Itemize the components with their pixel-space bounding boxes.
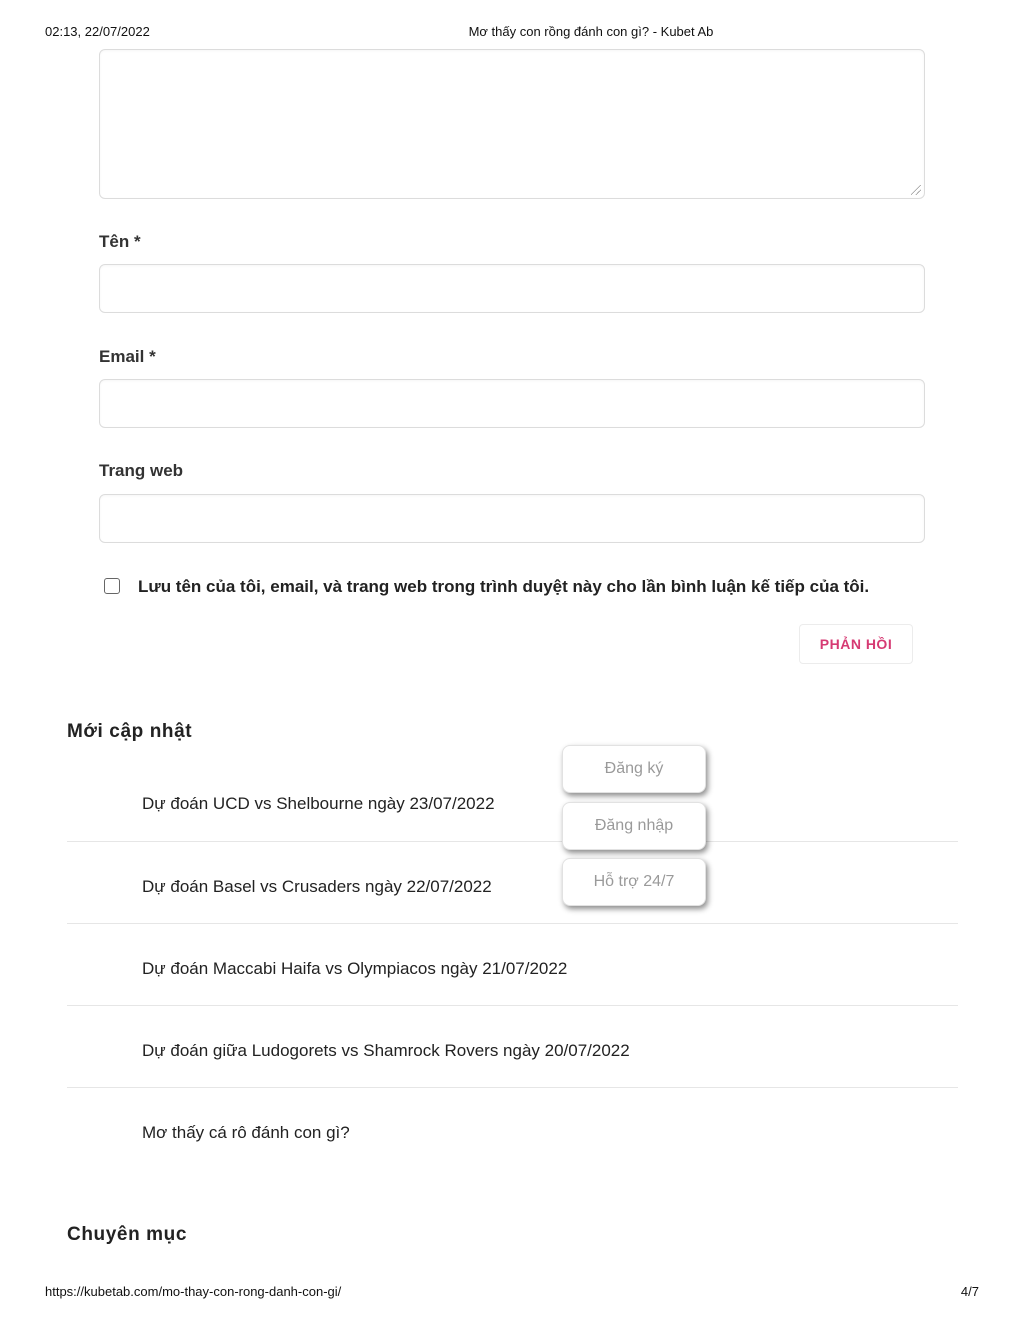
name-input[interactable] (99, 264, 925, 313)
website-input[interactable] (99, 494, 925, 543)
list-item (67, 842, 958, 924)
recent-post-link[interactable]: Dự đoán Basel vs Crusaders ngày 22/07/2022 (142, 877, 492, 896)
email-input[interactable] (99, 379, 925, 428)
register-button[interactable]: Đăng ký (562, 745, 706, 793)
consent-label[interactable]: Lưu tên của tôi, email, và trang web trong trình duyệt này cho lần bình luận kế tiếp của tôi. (138, 577, 870, 596)
recent-posts-title: Mới cập nhật (67, 721, 193, 742)
categories-title: Chuyên mục (67, 1224, 188, 1245)
recent-posts-list (67, 760, 958, 1170)
consent-checkbox[interactable] (104, 578, 120, 594)
support-button[interactable]: Hỗ trợ 24/7 (562, 858, 706, 906)
print-page-number: 4/7 (960, 1284, 979, 1299)
recent-post-link[interactable]: Mơ thấy cá rô đánh con gì? (142, 1123, 350, 1142)
recent-post-link[interactable]: Dự đoán Maccabi Haifa vs Olympiacos ngày 21/07/2022 (142, 959, 568, 978)
list-item (67, 1088, 958, 1170)
submit-reply-button[interactable]: PHẢN HỒI (799, 624, 913, 664)
list-item (67, 1006, 958, 1088)
comment-textarea[interactable] (99, 49, 925, 199)
login-button[interactable]: Đăng nhập (562, 802, 706, 850)
resize-grip-icon[interactable] (911, 185, 921, 195)
list-item (67, 760, 958, 842)
email-label: Email * (99, 347, 156, 366)
recent-post-link[interactable]: Dự đoán UCD vs Shelbourne ngày 23/07/2022 (142, 794, 495, 813)
print-page-title: Mơ thấy con rồng đánh con gì? - Kubet Ab (468, 24, 714, 39)
website-label: Trang web (99, 461, 184, 480)
recent-post-link[interactable]: Dự đoán giữa Ludogorets vs Shamrock Rovers ngày 20/07/2022 (142, 1041, 630, 1060)
list-item (67, 924, 958, 1006)
name-label: Tên * (99, 232, 141, 251)
print-url: https://kubetab.com/mo-thay-con-rong-danh-con-gi/ (45, 1284, 342, 1299)
print-datetime: 02:13, 22/07/2022 (45, 24, 150, 39)
